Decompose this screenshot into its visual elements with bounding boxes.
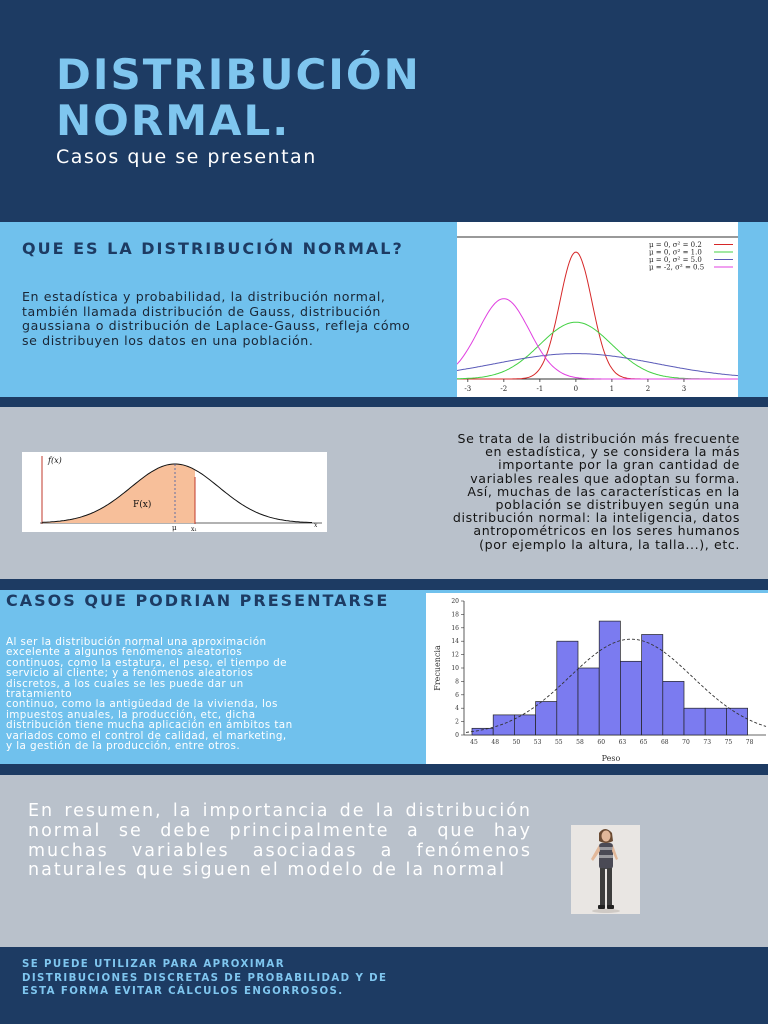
x-tick-label: 68 xyxy=(660,739,669,746)
histogram-bar xyxy=(493,715,514,735)
dress-pattern xyxy=(599,847,613,850)
y-tick-label: 18 xyxy=(451,611,459,619)
histogram-bar xyxy=(642,635,663,736)
histogram-bar xyxy=(578,668,599,735)
x-tick-label: 1 xyxy=(609,385,615,393)
text-line: Así, muchas de las características en la xyxy=(467,483,740,499)
text-line: discretos, a los cuales se les puede dar un xyxy=(6,677,244,690)
text-line: población se distribuyen según una xyxy=(495,497,740,513)
x1-label: x₁ xyxy=(191,526,197,532)
normal-curves-chart xyxy=(457,222,738,406)
text-line: importante por la gran cantidad de xyxy=(498,457,740,473)
histogram-bar xyxy=(726,708,747,735)
x-tick-label: -2 xyxy=(500,385,508,393)
x-tick-label: 75 xyxy=(724,739,733,746)
y-tick-label: 14 xyxy=(451,638,459,646)
x-tick-label: -3 xyxy=(464,385,472,393)
x-tick-label: 63 xyxy=(618,739,627,746)
cumulative-area-svg xyxy=(22,452,327,532)
text-line: continuos, como la estatura, el peso, el tiempo de xyxy=(6,656,287,669)
footer-text: SE PUEDE UTILIZAR PARA APROXIMAR DISTRIBUCIONES DISCRETAS DE PROBABILIDAD Y DE ESTA FORMA EVITAR CÁLCULOS ENGORROSOS. xyxy=(22,959,388,998)
y-tick-label: 12 xyxy=(451,651,459,659)
legend-label: μ = -2, σ² = 0.5 xyxy=(649,263,705,272)
x-axis-label: Peso xyxy=(601,754,621,763)
x-tick-label: -1 xyxy=(536,385,544,393)
weight-histogram-chart xyxy=(426,593,768,764)
title-line-1: DISTRIBUCIÓN xyxy=(56,50,421,99)
text-line: servicio al cliente; y a fenómenos aleatorios xyxy=(6,667,254,680)
separator-band xyxy=(0,579,768,590)
left-leg xyxy=(600,868,605,906)
text-line: distribución normal: la inteligencia, datos xyxy=(452,510,740,526)
left-arm xyxy=(591,845,600,861)
text-line: distribución tiene mucha aplicación en ámbitos tan xyxy=(6,719,293,732)
y-tick-label: 20 xyxy=(451,598,459,605)
left-shoe xyxy=(598,905,605,909)
text-line: y la gestión de la producción, entre otros. xyxy=(6,740,241,753)
x-tick-label: 55 xyxy=(554,739,563,746)
x-tick-label: 45 xyxy=(470,739,478,746)
x-tick-label: 48 xyxy=(491,739,500,746)
text-line: Al ser la distribución normal una aproximación xyxy=(6,636,267,648)
right-shoe xyxy=(607,905,614,909)
y-tick-label: 16 xyxy=(451,624,459,632)
mu-label: μ xyxy=(172,524,177,532)
histogram-bar xyxy=(663,681,684,735)
x-tick-label: 60 xyxy=(597,739,606,746)
text-line: variables reales que adoptan su forma. xyxy=(470,470,740,486)
curve-series xyxy=(457,299,738,379)
dress-pattern xyxy=(599,855,613,858)
text-line: Se trata de la distribución más frecuente xyxy=(457,431,740,446)
section-what-is-title: QUE ES LA DISTRIBUCIÓN NORMAL? xyxy=(22,239,404,258)
section-what-is-text: En estadística y probabilidad, la distribución normal, también llamada distribución de Gauss, distribución gaussiana o distribución de Laplace-Gauss, refleja cómo se distribuyen los datos en una población. xyxy=(22,289,411,348)
shaded-area xyxy=(42,464,195,523)
legend-label: μ = 0, σ² = 1.0 xyxy=(649,248,702,257)
title-line-2: NORMAL. xyxy=(56,96,291,145)
histogram-bar xyxy=(472,728,493,735)
Fx-label: F(x) xyxy=(133,500,152,510)
text-line: antropométricos en los seres humanos xyxy=(473,523,740,539)
y-tick-label: 8 xyxy=(455,678,459,686)
normal-curves-svg xyxy=(457,222,738,406)
separator-band xyxy=(0,397,768,407)
y-tick-label: 6 xyxy=(455,691,459,699)
x-tick-label: 3 xyxy=(681,385,687,393)
y-tick-label: 2 xyxy=(455,718,459,726)
x-tick-label: 0 xyxy=(573,385,579,393)
text-line: excelente a algunos fenómenos aleatorios xyxy=(6,646,243,659)
histogram-bar xyxy=(514,715,535,735)
page-subtitle: Casos que se presentan xyxy=(56,146,317,168)
text-line: tratamiento xyxy=(6,688,72,701)
histogram-bar xyxy=(705,708,726,735)
text-line: impuestos anuales, la producción, etc, dicha xyxy=(6,708,256,721)
x-tick-label: 73 xyxy=(703,739,712,746)
text-line: en estadística, y se considera la más xyxy=(485,444,740,460)
y-tick-label: 4 xyxy=(455,705,459,713)
x-tick-label: 78 xyxy=(745,739,754,746)
weight-histogram-svg xyxy=(426,593,768,764)
page-title xyxy=(56,52,736,144)
text-line: variados como el control de calidad, el marketing, xyxy=(6,729,287,742)
woman-figure-svg xyxy=(571,825,640,914)
text-line: continuo, como la antigüedad de la vivienda, los xyxy=(6,698,278,711)
x-tick-label: 70 xyxy=(682,739,690,746)
y-tick-label: 0 xyxy=(455,732,459,739)
histogram-bar xyxy=(620,661,641,735)
cumulative-area-chart xyxy=(22,452,327,532)
x-tick-label: 50 xyxy=(512,739,521,746)
section-cases-title: CASOS QUE PODRIAN PRESENTARSE xyxy=(6,591,390,610)
fx-label: f(x) xyxy=(48,456,62,465)
curve-series xyxy=(457,354,738,376)
woman-standing-icon xyxy=(571,825,640,914)
x-label: x xyxy=(314,522,318,529)
section-frequency-text xyxy=(326,432,740,551)
right-leg xyxy=(607,868,612,906)
section-cases-text xyxy=(6,637,414,751)
histogram-bar xyxy=(684,708,705,735)
histogram-bar xyxy=(557,641,578,735)
x-tick-label: 58 xyxy=(576,739,584,746)
x-tick-label: 53 xyxy=(533,739,542,746)
text-line: (por ejemplo la altura, la talla...), etc. xyxy=(479,536,740,552)
histogram-bar xyxy=(536,702,557,736)
separator-band xyxy=(0,764,768,775)
y-axis-label: Frecuencia xyxy=(433,645,442,691)
histogram-bar xyxy=(599,621,620,735)
legend-label: μ = 0, σ² = 5.0 xyxy=(649,256,702,264)
y-tick-label: 10 xyxy=(451,665,459,672)
floor-shadow xyxy=(592,909,620,913)
legend-label: μ = 0, σ² = 0.2 xyxy=(649,241,702,249)
x-tick-label: 65 xyxy=(639,739,648,746)
face xyxy=(602,831,611,842)
x-tick-label: 2 xyxy=(645,385,651,393)
section-summary-text: En resumen, la importancia de la distribución normal se debe principalmente a que hay muchas variables asociadas a fenómenos naturales que siguen el modelo de la normal xyxy=(28,801,532,881)
